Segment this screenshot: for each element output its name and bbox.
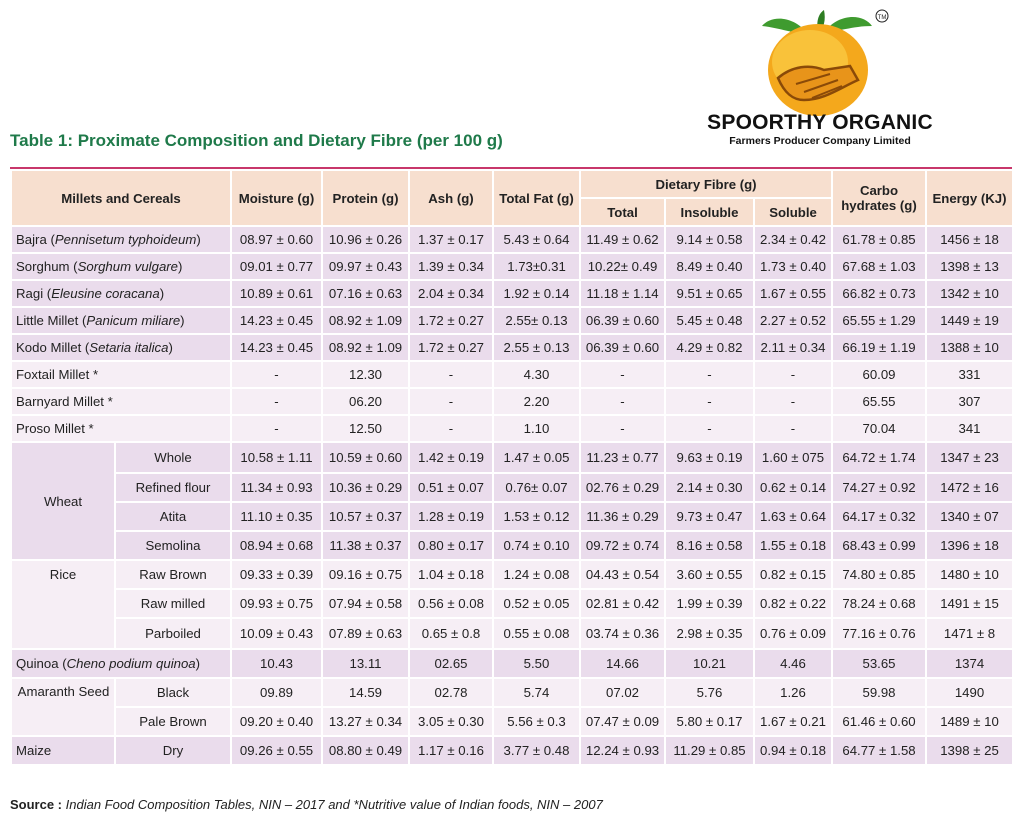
table-cell: Semolina <box>115 531 231 560</box>
table-cell: 0.76 ± 0.09 <box>754 618 832 649</box>
table-cell: 70.04 <box>832 415 926 442</box>
table-cell: 1388 ± 10 <box>926 334 1013 361</box>
table-cell: 1471 ± 8 <box>926 618 1013 649</box>
table-cell: Sorghum vulgare <box>77 259 179 274</box>
table-cell: 1.55 ± 0.18 <box>754 531 832 560</box>
table-cell: 5.56 ± 0.3 <box>493 707 580 736</box>
tm-mark: TM <box>877 15 887 21</box>
group-maize: Maize <box>11 736 115 765</box>
table-cell: 10.57 ± 0.37 <box>322 502 409 531</box>
table-cell: 0.65 ± 0.8 <box>409 618 493 649</box>
table-cell: 14.23 ± 0.45 <box>231 307 322 334</box>
table-row <box>11 502 1013 531</box>
group-wheat: Wheat <box>11 442 115 560</box>
table-cell: 11.10 ± 0.35 <box>231 502 322 531</box>
table-cell: - <box>754 388 832 415</box>
table-cell: - <box>754 361 832 388</box>
table-row <box>11 442 1013 473</box>
table-cell: ) <box>178 259 183 274</box>
table-cell: 1472 ± 16 <box>926 473 1013 502</box>
table-cell: Bajra ( <box>16 232 55 247</box>
table-cell: 11.29 ± 0.85 <box>665 736 754 765</box>
table-cell: 08.92 ± 1.09 <box>322 334 409 361</box>
table-cell: 3.60 ± 0.55 <box>665 560 754 589</box>
table-cell: 9.63 ± 0.19 <box>665 442 754 473</box>
table-cell: 1.17 ± 0.16 <box>409 736 493 765</box>
table-cell: 74.80 ± 0.85 <box>832 560 926 589</box>
table-cell: 07.02 <box>580 678 665 707</box>
table-cell: 2.27 ± 0.52 <box>754 307 832 334</box>
table-cell: Raw milled <box>115 589 231 618</box>
table-cell: 14.23 ± 0.45 <box>231 334 322 361</box>
table-cell: 74.27 ± 0.92 <box>832 473 926 502</box>
table-cell: Cheno podium quinoa <box>66 656 196 671</box>
header-energy: Energy (KJ) <box>926 170 1013 226</box>
table-cell: Setaria italica <box>89 340 169 355</box>
table-cell: Refined flour <box>115 473 231 502</box>
header-millets: Millets and Cereals <box>11 170 231 226</box>
table-cell: - <box>580 361 665 388</box>
table-cell: 11.36 ± 0.29 <box>580 502 665 531</box>
table-cell: 2.55± 0.13 <box>493 307 580 334</box>
table-row <box>11 253 1013 280</box>
table-cell: 1.72 ± 0.27 <box>409 307 493 334</box>
table-cell: 11.49 ± 0.62 <box>580 226 665 253</box>
table-cell: 2.14 ± 0.30 <box>665 473 754 502</box>
table-cell: 1374 <box>926 649 1013 678</box>
table-cell: Eleusine coracana <box>51 286 160 301</box>
table-cell: 1.67 ± 0.21 <box>754 707 832 736</box>
table-cell: 8.16 ± 0.58 <box>665 531 754 560</box>
table-cell: 331 <box>926 361 1013 388</box>
table-cell: 1.99 ± 0.39 <box>665 589 754 618</box>
table-cell: - <box>665 388 754 415</box>
table-cell: 1.10 <box>493 415 580 442</box>
group-rice: Rice <box>11 560 115 649</box>
table-cell: 9.14 ± 0.58 <box>665 226 754 253</box>
table-cell: 09.16 ± 0.75 <box>322 560 409 589</box>
table-cell: 4.30 <box>493 361 580 388</box>
table-cell: 2.55 ± 0.13 <box>493 334 580 361</box>
brand-subtitle: Farmers Producer Company Limited <box>729 135 911 147</box>
table-cell: 2.98 ± 0.35 <box>665 618 754 649</box>
table-cell: 0.56 ± 0.08 <box>409 589 493 618</box>
table-cell: 68.43 ± 0.99 <box>832 531 926 560</box>
table-cell: 4.46 <box>754 649 832 678</box>
table-cell: ) <box>196 232 201 247</box>
table-cell: 06.20 <box>322 388 409 415</box>
table-cell: 12.50 <box>322 415 409 442</box>
table-cell: 1456 ± 18 <box>926 226 1013 253</box>
table-row <box>11 618 1013 649</box>
table-cell: Dry <box>115 736 231 765</box>
table-cell: 09.72 ± 0.74 <box>580 531 665 560</box>
table-cell: 0.82 ± 0.15 <box>754 560 832 589</box>
table-cell: 09.01 ± 0.77 <box>231 253 322 280</box>
header-fibre: Dietary Fibre (g) <box>580 170 832 198</box>
header-fibre-soluble: Soluble <box>754 198 832 226</box>
table-cell: - <box>665 361 754 388</box>
table-row <box>11 707 1013 736</box>
table-cell: 64.17 ± 0.32 <box>832 502 926 531</box>
table-cell: 06.39 ± 0.60 <box>580 307 665 334</box>
table-cell: ) <box>159 286 165 301</box>
table-cell: ) <box>168 340 173 355</box>
table-cell: 1396 ± 18 <box>926 531 1013 560</box>
table-cell: 02.78 <box>409 678 493 707</box>
header-fibre-insoluble: Insoluble <box>665 198 754 226</box>
source-text: Indian Food Composition Tables, NIN – 2017 and *Nutritive value of Indian foods, NIN – 2007 <box>62 797 603 812</box>
table-cell: 11.23 ± 0.77 <box>580 442 665 473</box>
table-cell: 77.16 ± 0.76 <box>832 618 926 649</box>
table-cell: Pale Brown <box>115 707 231 736</box>
table-row <box>11 415 1013 442</box>
table-cell: Foxtail Millet * <box>11 361 231 388</box>
table-cell: 0.62 ± 0.14 <box>754 473 832 502</box>
table-cell: 0.82 ± 0.22 <box>754 589 832 618</box>
table-row <box>11 736 1013 765</box>
source-label: Source : <box>10 797 63 812</box>
table-row <box>11 473 1013 502</box>
table-cell: 8.49 ± 0.40 <box>665 253 754 280</box>
table-cell: 11.34 ± 0.93 <box>231 473 322 502</box>
table-cell: 5.45 ± 0.48 <box>665 307 754 334</box>
table-row <box>11 649 1013 678</box>
table-cell: - <box>580 415 665 442</box>
table-cell: 3.05 ± 0.30 <box>409 707 493 736</box>
table-cell: 67.68 ± 1.03 <box>832 253 926 280</box>
table-cell: 1.26 <box>754 678 832 707</box>
table-cell: 1398 ± 25 <box>926 736 1013 765</box>
table-cell: 1.24 ± 0.08 <box>493 560 580 589</box>
table-cell: 61.78 ± 0.85 <box>832 226 926 253</box>
header-moisture: Moisture (g) <box>231 170 322 226</box>
table-cell: 64.72 ± 1.74 <box>832 442 926 473</box>
table-row <box>11 531 1013 560</box>
table-cell: 61.46 ± 0.60 <box>832 707 926 736</box>
table-cell: 4.29 ± 0.82 <box>665 334 754 361</box>
table-cell: 02.76 ± 0.29 <box>580 473 665 502</box>
table-row <box>11 589 1013 618</box>
table-cell: 65.55 ± 1.29 <box>832 307 926 334</box>
table-cell: 07.94 ± 0.58 <box>322 589 409 618</box>
table-cell: Kodo Millet ( <box>16 340 90 355</box>
table-cell: 1340 ± 07 <box>926 502 1013 531</box>
table-cell: Atita <box>115 502 231 531</box>
table-cell: 0.80 ± 0.17 <box>409 531 493 560</box>
table-cell: Parboiled <box>115 618 231 649</box>
table-cell: 66.19 ± 1.19 <box>832 334 926 361</box>
composition-table <box>10 169 1014 766</box>
table-cell: 09.20 ± 0.40 <box>231 707 322 736</box>
table-cell: 1.47 ± 0.05 <box>493 442 580 473</box>
table-row <box>11 361 1013 388</box>
table-cell: 08.94 ± 0.68 <box>231 531 322 560</box>
table-title: Table 1: Proximate Composition and Dietary Fibre (per 100 g) <box>10 131 503 150</box>
table-cell: - <box>409 361 493 388</box>
table-cell: 5.50 <box>493 649 580 678</box>
table-cell: 0.94 ± 0.18 <box>754 736 832 765</box>
table-cell: 64.77 ± 1.58 <box>832 736 926 765</box>
table-cell: 5.76 <box>665 678 754 707</box>
table-cell: 3.77 ± 0.48 <box>493 736 580 765</box>
table-cell: Whole <box>115 442 231 473</box>
table-cell: 9.51 ± 0.65 <box>665 280 754 307</box>
table-cell: 11.18 ± 1.14 <box>580 280 665 307</box>
table-cell: 66.82 ± 0.73 <box>832 280 926 307</box>
table-cell: 14.66 <box>580 649 665 678</box>
table-cell: 1.37 ± 0.17 <box>409 226 493 253</box>
table-cell: 06.39 ± 0.60 <box>580 334 665 361</box>
table-row <box>11 226 1013 253</box>
table-cell: Barnyard Millet * <box>11 388 231 415</box>
table-cell: Ragi ( <box>16 286 52 301</box>
table-cell: 10.59 ± 0.60 <box>322 442 409 473</box>
table-cell: 0.76± 0.07 <box>493 473 580 502</box>
table-cell: - <box>754 415 832 442</box>
table-cell: 11.38 ± 0.37 <box>322 531 409 560</box>
table-cell: Panicum miliare <box>86 313 181 328</box>
table-cell: 2.20 <box>493 388 580 415</box>
table-cell: 2.04 ± 0.34 <box>409 280 493 307</box>
table-cell: 1480 ± 10 <box>926 560 1013 589</box>
table-cell: 10.21 <box>665 649 754 678</box>
table-cell: 1.92 ± 0.14 <box>493 280 580 307</box>
table-cell: Proso Millet * <box>11 415 231 442</box>
table-cell: Quinoa ( <box>16 656 67 671</box>
table-cell: 59.98 <box>832 678 926 707</box>
table-cell: 09.93 ± 0.75 <box>231 589 322 618</box>
table-cell: 1398 ± 13 <box>926 253 1013 280</box>
table-cell: 307 <box>926 388 1013 415</box>
table-cell: 1.04 ± 0.18 <box>409 560 493 589</box>
table-cell: 1.60 ± 075 <box>754 442 832 473</box>
table-cell: 07.16 ± 0.63 <box>322 280 409 307</box>
table-cell: - <box>665 415 754 442</box>
brand-name: SPOORTHY ORGANIC <box>707 111 933 134</box>
table-cell: 07.89 ± 0.63 <box>322 618 409 649</box>
header-ash: Ash (g) <box>409 170 493 226</box>
table-cell: 02.65 <box>409 649 493 678</box>
table-cell: 9.73 ± 0.47 <box>665 502 754 531</box>
table-cell: 1342 ± 10 <box>926 280 1013 307</box>
table-row <box>11 678 1013 707</box>
header-protein: Protein (g) <box>322 170 409 226</box>
table-row <box>11 388 1013 415</box>
table-cell: 10.09 ± 0.43 <box>231 618 322 649</box>
table-cell: 1.39 ± 0.34 <box>409 253 493 280</box>
table-cell: 07.47 ± 0.09 <box>580 707 665 736</box>
table-cell: 1.28 ± 0.19 <box>409 502 493 531</box>
table-cell: 1490 <box>926 678 1013 707</box>
table-cell: 1347 ± 23 <box>926 442 1013 473</box>
table-cell: 1491 ± 15 <box>926 589 1013 618</box>
table-cell: 1.73±0.31 <box>493 253 580 280</box>
table-cell: 10.36 ± 0.29 <box>322 473 409 502</box>
table-cell: Raw Brown <box>115 560 231 589</box>
table-cell: 341 <box>926 415 1013 442</box>
table-cell: Black <box>115 678 231 707</box>
table-cell: 5.80 ± 0.17 <box>665 707 754 736</box>
table-cell: 78.24 ± 0.68 <box>832 589 926 618</box>
table-cell: 0.74 ± 0.10 <box>493 531 580 560</box>
table-cell: Pennisetum typhoideum <box>54 232 197 247</box>
table-cell: - <box>231 415 322 442</box>
table-cell: 09.33 ± 0.39 <box>231 560 322 589</box>
table-cell: 1.67 ± 0.55 <box>754 280 832 307</box>
table-cell: 09.26 ± 0.55 <box>231 736 322 765</box>
table-cell: 5.43 ± 0.64 <box>493 226 580 253</box>
table-cell: 1.42 ± 0.19 <box>409 442 493 473</box>
table-cell: ) <box>180 313 185 328</box>
table-cell: 1449 ± 19 <box>926 307 1013 334</box>
table-cell: 10.22± 0.49 <box>580 253 665 280</box>
table-cell: 65.55 <box>832 388 926 415</box>
table-cell: 5.74 <box>493 678 580 707</box>
header-carbo: Carbo hydrates (g) <box>832 170 926 226</box>
table-cell: - <box>231 361 322 388</box>
table-cell: 10.89 ± 0.61 <box>231 280 322 307</box>
table-cell: 1.53 ± 0.12 <box>493 502 580 531</box>
table-cell: 12.30 <box>322 361 409 388</box>
table-cell: - <box>409 388 493 415</box>
table-cell: 03.74 ± 0.36 <box>580 618 665 649</box>
table-cell: ) <box>195 656 201 671</box>
table-row <box>11 307 1013 334</box>
table-cell: 09.97 ± 0.43 <box>322 253 409 280</box>
table-cell: 14.59 <box>322 678 409 707</box>
table-row <box>11 334 1013 361</box>
table-cell: Sorghum ( <box>16 259 78 274</box>
table-cell: 1.73 ± 0.40 <box>754 253 832 280</box>
table-row <box>11 560 1013 589</box>
table-cell: 60.09 <box>832 361 926 388</box>
table-cell: 13.11 <box>322 649 409 678</box>
table-cell: 0.52 ± 0.05 <box>493 589 580 618</box>
table-cell: 2.11 ± 0.34 <box>754 334 832 361</box>
header-fat: Total Fat (g) <box>493 170 580 226</box>
table-cell: 08.97 ± 0.60 <box>231 226 322 253</box>
table-cell: Little Millet ( <box>16 313 87 328</box>
table-cell: 09.89 <box>231 678 322 707</box>
table-cell: - <box>231 388 322 415</box>
table-cell: 08.92 ± 1.09 <box>322 307 409 334</box>
table-cell: 13.27 ± 0.34 <box>322 707 409 736</box>
table-cell: 04.43 ± 0.54 <box>580 560 665 589</box>
table-row <box>11 280 1013 307</box>
table-cell: 0.55 ± 0.08 <box>493 618 580 649</box>
table-cell: - <box>409 415 493 442</box>
table-cell: 10.58 ± 1.11 <box>231 442 322 473</box>
table-cell: 02.81 ± 0.42 <box>580 589 665 618</box>
table-cell: - <box>580 388 665 415</box>
source-note <box>10 797 603 812</box>
table-cell: 1.63 ± 0.64 <box>754 502 832 531</box>
table-cell: 12.24 ± 0.93 <box>580 736 665 765</box>
table-cell: 53.65 <box>832 649 926 678</box>
table-cell: 1489 ± 10 <box>926 707 1013 736</box>
table-cell: 08.80 ± 0.49 <box>322 736 409 765</box>
table-cell: 2.34 ± 0.42 <box>754 226 832 253</box>
table-cell: 10.96 ± 0.26 <box>322 226 409 253</box>
table-cell: 0.51 ± 0.07 <box>409 473 493 502</box>
header-fibre-total: Total <box>580 198 665 226</box>
table-cell: 10.43 <box>231 649 322 678</box>
table-cell: 1.72 ± 0.27 <box>409 334 493 361</box>
group-amaranth: Amaranth Seed <box>11 678 115 736</box>
